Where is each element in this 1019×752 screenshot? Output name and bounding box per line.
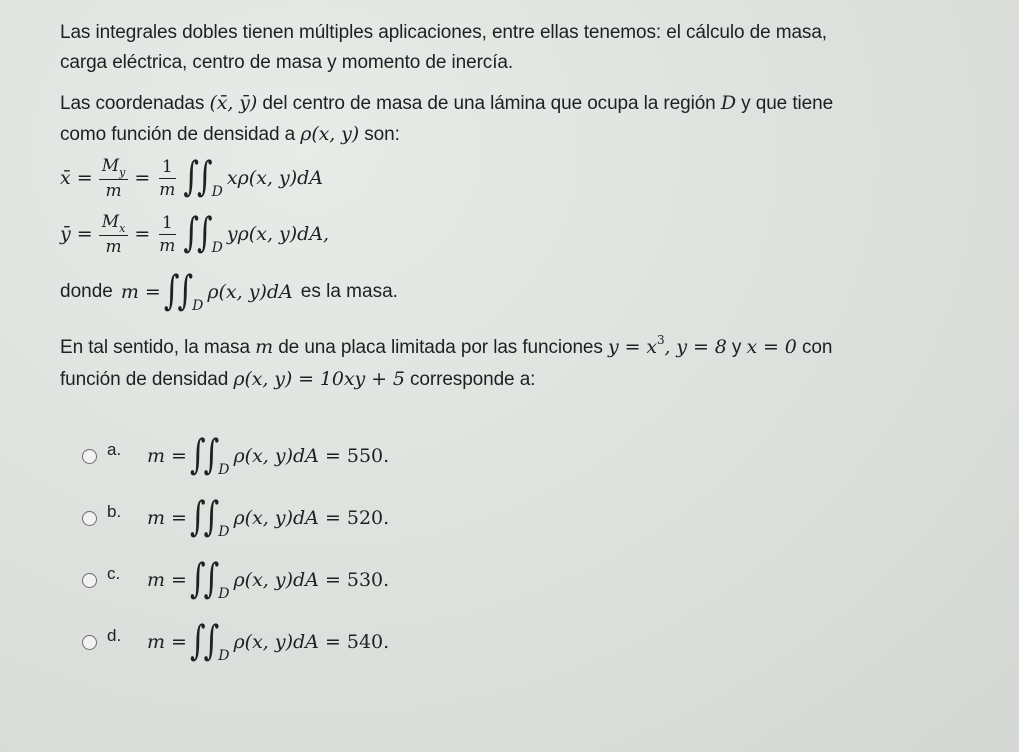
coords-mid: del centro de masa de una lámina que ocupa la región xyxy=(262,93,716,114)
option-a-value: 550. xyxy=(346,445,390,467)
formula-x-lhs: x̄ = xyxy=(60,167,93,189)
mass-def-post: es la masa. xyxy=(300,281,398,302)
mass-def-pre: donde xyxy=(60,281,113,302)
option-d[interactable] xyxy=(82,611,1000,673)
integral-sign-icon: ∫ xyxy=(183,153,200,201)
coords-line2-pre: como función de densidad a xyxy=(60,124,296,145)
region-subscript: D xyxy=(218,462,230,478)
region-subscript: D xyxy=(211,184,223,200)
mass-def-integrand: ρ(x, y)dA xyxy=(207,281,293,303)
integral-sign-icon: ∫ xyxy=(203,431,220,479)
question-density: ρ(x, y) = 10xy + 5 xyxy=(233,368,405,390)
option-a-lhs: m = xyxy=(147,445,187,467)
formula-x-integrand: xρ(x, y)dA xyxy=(226,167,324,189)
option-b-integrand: ρ(x, y)dA = xyxy=(233,507,341,529)
integral-sign-icon: ∫ xyxy=(203,555,220,603)
mass-def-lhs: m = xyxy=(120,281,161,303)
option-c-value: 530. xyxy=(346,569,390,591)
option-d-value: 540. xyxy=(346,631,390,653)
formula-y-lhs: ȳ = xyxy=(60,223,93,245)
formula-y-integrand: yρ(x, y)dA, xyxy=(226,223,330,245)
region-subscript: D xyxy=(218,586,230,602)
formula-x-den-2: m xyxy=(159,179,176,200)
formula-x-num-sub: y xyxy=(119,165,126,179)
integral-sign-icon: ∫ xyxy=(189,493,206,541)
formula-y-den: m xyxy=(105,236,122,257)
intro-line-1: Las integrales dobles tienen múltiples aplicaciones, entre ellas tenemos: el cálculo de masa, xyxy=(60,22,827,43)
question-line1-pre: En tal sentido, la masa xyxy=(60,337,250,358)
coords-post: y que tiene xyxy=(741,93,834,114)
question-line1-mid: de una placa limitada por las funciones xyxy=(278,337,603,358)
formula-x-num: M xyxy=(101,155,120,176)
question-y-word: y xyxy=(731,337,742,358)
radio-button-c[interactable] xyxy=(82,573,97,588)
option-b[interactable] xyxy=(82,487,1000,549)
option-d-integrand: ρ(x, y)dA = xyxy=(233,631,341,653)
fraction-one-m xyxy=(156,212,178,257)
region-subscript: D xyxy=(218,524,230,540)
coords-rho: ρ(x, y) xyxy=(300,123,360,145)
coords-region: D xyxy=(720,92,736,114)
radio-button-d[interactable] xyxy=(82,635,97,650)
integral-sign-icon: ∫ xyxy=(189,555,206,603)
question-m: m xyxy=(255,336,274,358)
fraction-one-m xyxy=(156,156,178,201)
integral-sign-icon: ∫ xyxy=(189,617,206,665)
answer-options xyxy=(60,425,1000,673)
integral-sign-icon: ∫ xyxy=(197,153,213,201)
radio-button-a[interactable] xyxy=(82,449,97,464)
option-c[interactable] xyxy=(82,549,1000,611)
formula-y-num: M xyxy=(101,211,120,232)
region-subscript: D xyxy=(218,648,230,664)
integral-sign-icon: ∫ xyxy=(177,267,194,315)
question-line2-post: corresponde a: xyxy=(410,369,536,390)
fraction-mx-m xyxy=(99,211,129,258)
integral-sign-icon: ∫ xyxy=(163,267,180,315)
question-f1-exp: 3 xyxy=(656,333,665,347)
integral-sign-icon: ∫ xyxy=(183,209,200,257)
coords-line2-post: son: xyxy=(364,124,400,145)
intro-line-2: carga eléctrica, centro de masa y momento de inercía. xyxy=(60,52,514,73)
coords-pair: (x̄, ȳ) xyxy=(209,92,258,114)
formula-x-bar: x̄ = $\frac{M_y}{m}$ = $\frac{1}{m}$ ∫ ∫ D xρ(x, y)dA xyxy=(60,153,324,201)
intro-text xyxy=(60,18,1000,78)
integral-sign-icon: ∫ xyxy=(197,209,213,257)
option-c-label: c. xyxy=(107,564,121,583)
formula-x-one: 1 xyxy=(159,156,176,179)
formula-x-den: m xyxy=(105,180,122,201)
question-f1: y = x xyxy=(608,336,657,358)
option-d-label: d. xyxy=(107,626,122,645)
option-a[interactable] xyxy=(82,425,1000,487)
formula-y-num-sub: x xyxy=(119,221,126,235)
formula-y-bar: ȳ = $\frac{M_x}{m}$ = $\frac{1}{m}$ ∫ ∫ D yρ(x, y)dA, xyxy=(60,209,330,257)
option-b-value: 520. xyxy=(346,507,390,529)
region-subscript: D xyxy=(192,298,204,314)
integral-sign-icon: ∫ xyxy=(203,493,220,541)
mass-definition xyxy=(60,262,1000,322)
option-b-lhs: m = xyxy=(147,507,187,529)
coords-pre: Las coordenadas xyxy=(60,93,205,114)
question-text xyxy=(60,332,1000,395)
question-line2-pre: función de densidad xyxy=(60,369,229,390)
question-line1-post: con xyxy=(801,337,833,358)
option-a-integrand: ρ(x, y)dA = xyxy=(233,445,341,467)
radio-button-b[interactable] xyxy=(82,511,97,526)
question-f2: , y = 8 xyxy=(664,336,727,358)
question-f3: x = 0 xyxy=(746,336,797,358)
option-d-lhs: m = xyxy=(147,631,187,653)
formula-y-one: 1 xyxy=(159,212,176,235)
center-of-mass-text xyxy=(60,88,1000,150)
question-content xyxy=(60,18,1000,673)
formula-y-den-2: m xyxy=(159,235,176,256)
region-subscript: D xyxy=(211,240,223,256)
option-a-label: a. xyxy=(107,440,122,459)
option-c-integrand: ρ(x, y)dA = xyxy=(233,569,341,591)
option-b-label: b. xyxy=(107,502,122,521)
integral-sign-icon: ∫ xyxy=(203,617,220,665)
integral-sign-icon: ∫ xyxy=(189,431,206,479)
fraction-my-m xyxy=(99,155,129,202)
option-c-lhs: m = xyxy=(147,569,187,591)
